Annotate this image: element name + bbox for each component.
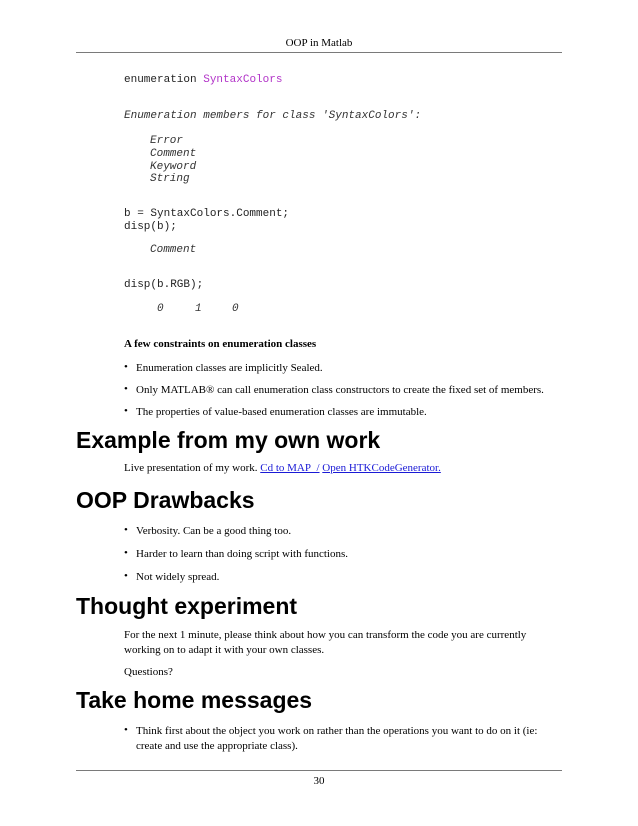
questions-text: Questions? <box>124 666 173 678</box>
link-cd-map[interactable]: Cd to MAP_/ <box>260 462 320 474</box>
bullet-icon: • <box>124 724 128 736</box>
rgb-output-r: 0 <box>157 303 164 315</box>
link-open-htkcodegenerator[interactable]: Open HTKCodeGenerator. <box>322 462 441 474</box>
header-rule <box>76 52 562 53</box>
page-number: 30 <box>313 775 325 787</box>
members-heading: Enumeration members for class 'SyntaxColors': <box>124 110 422 122</box>
bullet-icon: • <box>124 547 128 559</box>
bullet-icon: • <box>124 524 128 536</box>
disp-output: Comment <box>150 244 197 256</box>
section-title-example: Example from my own work <box>76 427 381 453</box>
footer-rule <box>76 770 562 771</box>
code-line-enumeration <box>124 74 282 86</box>
bullet-icon: • <box>124 570 128 582</box>
code-keyword: enumeration <box>124 74 197 86</box>
code-disp-line: disp(b); <box>124 221 177 233</box>
member-keyword: Keyword <box>150 161 197 173</box>
section-title-thought: Thought experiment <box>76 593 298 619</box>
example-text: Live presentation of my work. <box>124 462 261 474</box>
member-string: String <box>150 173 190 185</box>
bullet-icon: • <box>124 383 128 395</box>
example-paragraph <box>124 461 564 476</box>
bullet-icon: • <box>124 405 128 417</box>
member-error: Error <box>150 135 184 147</box>
section-title-takehome: Take home messages <box>76 687 313 713</box>
constraints-heading: A few constraints on enumeration classes <box>124 338 317 350</box>
code-class-name: SyntaxColors <box>203 74 283 86</box>
thought-paragraph: For the next 1 minute, please think about how you can transform the code you are currently working on to adapt it with your own classes. <box>124 629 527 656</box>
page-header: OOP in Matlab <box>285 37 353 49</box>
rgb-output-b: 0 <box>232 303 239 315</box>
rgb-output-g: 1 <box>195 303 202 315</box>
member-comment: Comment <box>150 148 197 160</box>
code-assign-line: b = SyntaxColors.Comment; <box>124 208 290 220</box>
code-rgb-line: disp(b.RGB); <box>124 279 204 291</box>
section-title-drawbacks: OOP Drawbacks <box>76 487 255 513</box>
bullet-icon: • <box>124 361 128 373</box>
